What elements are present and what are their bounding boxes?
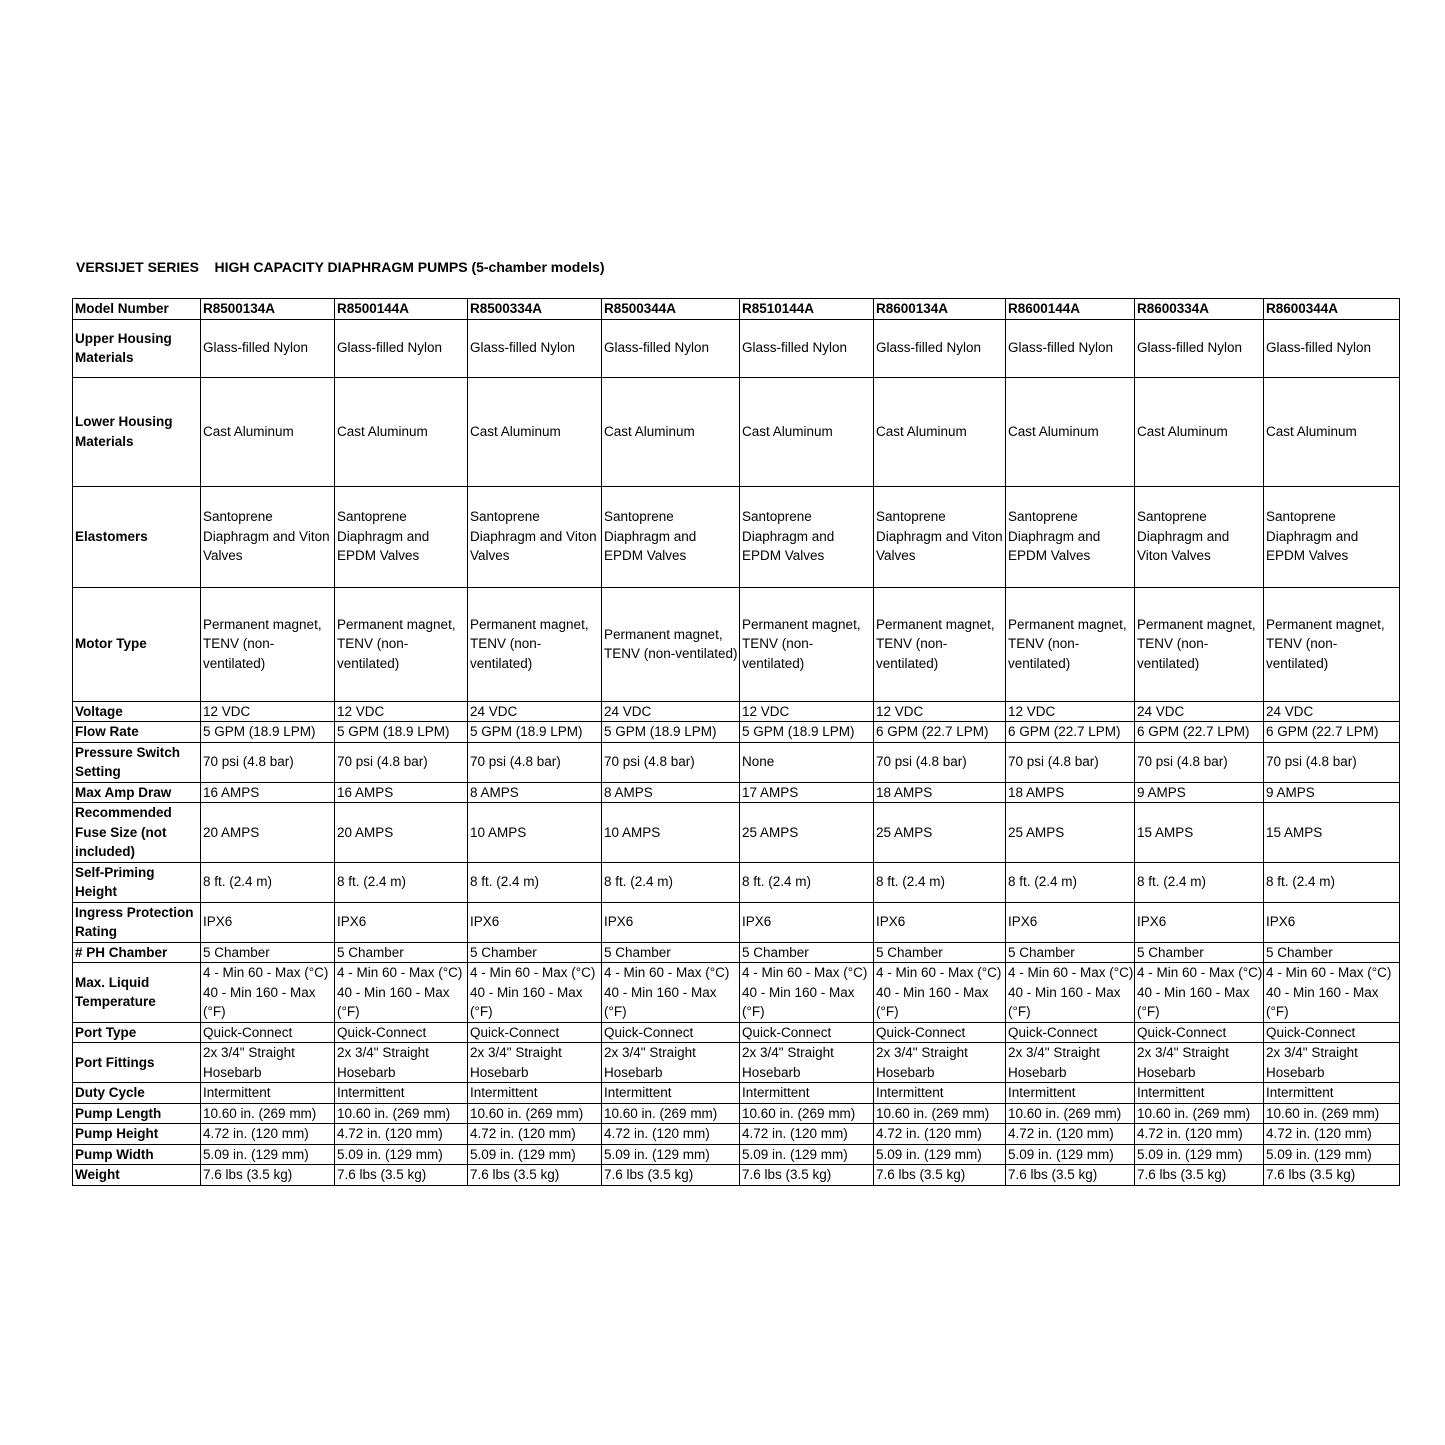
table-row: [73, 902, 1400, 942]
table-cell: Permanent magnet, TENV (non-ventilated): [201, 587, 335, 701]
table-cell: Santoprene Diaphragm and EPDM Valves: [740, 486, 874, 587]
table-cell: 16 AMPS: [201, 782, 335, 803]
table-cell: 5 GPM (18.9 LPM): [468, 722, 602, 743]
table-cell: 25 AMPS: [740, 803, 874, 863]
table-cell: 70 psi (4.8 bar): [602, 742, 740, 782]
table-row: [73, 319, 1400, 377]
table-row: [73, 1165, 1400, 1186]
table-cell: Glass-filled Nylon: [1135, 319, 1264, 377]
table-cell: 5 Chamber: [1264, 942, 1400, 963]
table-cell: 4 - Min 60 - Max (°C) 40 - Min 160 - Max (°F): [1135, 963, 1264, 1023]
table-cell: Permanent magnet, TENV (non-ventilated): [874, 587, 1006, 701]
table-cell: 24 VDC: [1264, 701, 1400, 722]
model-number: R8600134A: [874, 299, 1006, 320]
model-number: R8500334A: [468, 299, 602, 320]
table-cell: Glass-filled Nylon: [874, 319, 1006, 377]
table-cell: 12 VDC: [335, 701, 468, 722]
table-cell: 2x 3/4" Straight Hosebarb: [740, 1043, 874, 1083]
table-cell: 15 AMPS: [1135, 803, 1264, 863]
table-cell: None: [740, 742, 874, 782]
table-cell: 4.72 in. (120 mm): [335, 1124, 468, 1145]
table-cell: 2x 3/4" Straight Hosebarb: [602, 1043, 740, 1083]
model-number: R8510144A: [740, 299, 874, 320]
table-cell: IPX6: [874, 902, 1006, 942]
table-row: [73, 587, 1400, 701]
table-cell: 2x 3/4" Straight Hosebarb: [201, 1043, 335, 1083]
table-cell: 8 ft. (2.4 m): [740, 862, 874, 902]
table-cell: Cast Aluminum: [740, 377, 874, 486]
row-label: Lower Housing Materials: [73, 377, 201, 486]
table-cell: Cast Aluminum: [874, 377, 1006, 486]
table-cell: 10.60 in. (269 mm): [1264, 1103, 1400, 1124]
table-row: [73, 1043, 1400, 1083]
table-cell: Santoprene Diaphragm and EPDM Valves: [1006, 486, 1135, 587]
table-cell: 18 AMPS: [1006, 782, 1135, 803]
table-cell: 10.60 in. (269 mm): [602, 1103, 740, 1124]
table-cell: Cast Aluminum: [1264, 377, 1400, 486]
table-cell: 10 AMPS: [602, 803, 740, 863]
table-cell: 5 Chamber: [740, 942, 874, 963]
table-cell: 8 ft. (2.4 m): [335, 862, 468, 902]
table-cell: Glass-filled Nylon: [1264, 319, 1400, 377]
document-heading: [76, 259, 604, 275]
table-cell: 4 - Min 60 - Max (°C) 40 - Min 160 - Max (°F): [874, 963, 1006, 1023]
table-cell: 4.72 in. (120 mm): [740, 1124, 874, 1145]
table-cell: 2x 3/4" Straight Hosebarb: [335, 1043, 468, 1083]
table-cell: 10.60 in. (269 mm): [1006, 1103, 1135, 1124]
table-cell: 8 ft. (2.4 m): [1264, 862, 1400, 902]
table-cell: Permanent magnet, TENV (non-ventilated): [602, 587, 740, 701]
table-row: [73, 742, 1400, 782]
table-cell: Quick-Connect: [335, 1022, 468, 1043]
table-cell: Permanent magnet, TENV (non-ventilated): [1006, 587, 1135, 701]
table-cell: 5 GPM (18.9 LPM): [201, 722, 335, 743]
table-cell: 5 Chamber: [1006, 942, 1135, 963]
model-number: R8600344A: [1264, 299, 1400, 320]
table-cell: 5 GPM (18.9 LPM): [335, 722, 468, 743]
table-cell: 4 - Min 60 - Max (°C) 40 - Min 160 - Max (°F): [1006, 963, 1135, 1023]
table-cell: 8 ft. (2.4 m): [1135, 862, 1264, 902]
table-cell: Santoprene Diaphragm and EPDM Valves: [335, 486, 468, 587]
table-row: [73, 1022, 1400, 1043]
table-cell: 4.72 in. (120 mm): [1006, 1124, 1135, 1145]
table-cell: Intermittent: [201, 1083, 335, 1104]
table-cell: Glass-filled Nylon: [335, 319, 468, 377]
table-cell: 8 ft. (2.4 m): [1006, 862, 1135, 902]
table-cell: 15 AMPS: [1264, 803, 1400, 863]
table-cell: Quick-Connect: [201, 1022, 335, 1043]
table-cell: 70 psi (4.8 bar): [1006, 742, 1135, 782]
table-cell: 2x 3/4" Straight Hosebarb: [1006, 1043, 1135, 1083]
table-cell: Intermittent: [740, 1083, 874, 1104]
table-cell: Permanent magnet, TENV (non-ventilated): [1264, 587, 1400, 701]
table-cell: 8 ft. (2.4 m): [874, 862, 1006, 902]
table-cell: Cast Aluminum: [201, 377, 335, 486]
table-cell: IPX6: [468, 902, 602, 942]
row-label: Self-Priming Height: [73, 862, 201, 902]
row-label: Ingress Protection Rating: [73, 902, 201, 942]
table-cell: 4.72 in. (120 mm): [1135, 1124, 1264, 1145]
table-cell: 25 AMPS: [1006, 803, 1135, 863]
table-cell: Cast Aluminum: [335, 377, 468, 486]
table-cell: 5 Chamber: [602, 942, 740, 963]
table-cell: 7.6 lbs (3.5 kg): [1264, 1165, 1400, 1186]
model-number: R8500134A: [201, 299, 335, 320]
table-row: [73, 377, 1400, 486]
table-cell: 7.6 lbs (3.5 kg): [602, 1165, 740, 1186]
table-cell: 20 AMPS: [335, 803, 468, 863]
table-cell: Quick-Connect: [1264, 1022, 1400, 1043]
table-cell: 9 AMPS: [1264, 782, 1400, 803]
model-number: R8500344A: [602, 299, 740, 320]
row-label: Voltage: [73, 701, 201, 722]
table-cell: 12 VDC: [201, 701, 335, 722]
table-cell: 6 GPM (22.7 LPM): [874, 722, 1006, 743]
table-cell: 10.60 in. (269 mm): [468, 1103, 602, 1124]
table-row: [73, 782, 1400, 803]
table-cell: 5.09 in. (129 mm): [201, 1144, 335, 1165]
table-cell: 8 AMPS: [602, 782, 740, 803]
table-cell: IPX6: [602, 902, 740, 942]
table-cell: 70 psi (4.8 bar): [1135, 742, 1264, 782]
model-number: R8600144A: [1006, 299, 1135, 320]
table-cell: 25 AMPS: [874, 803, 1006, 863]
table-cell: 5.09 in. (129 mm): [468, 1144, 602, 1165]
table-cell: 7.6 lbs (3.5 kg): [335, 1165, 468, 1186]
table-cell: 70 psi (4.8 bar): [335, 742, 468, 782]
table-cell: Intermittent: [1006, 1083, 1135, 1104]
table-cell: 10.60 in. (269 mm): [740, 1103, 874, 1124]
table-cell: Permanent magnet, TENV (non-ventilated): [740, 587, 874, 701]
table-cell: 70 psi (4.8 bar): [201, 742, 335, 782]
table-cell: 5.09 in. (129 mm): [740, 1144, 874, 1165]
table-cell: Glass-filled Nylon: [201, 319, 335, 377]
table-cell: Intermittent: [1264, 1083, 1400, 1104]
table-cell: Cast Aluminum: [1006, 377, 1135, 486]
table-cell: Intermittent: [1135, 1083, 1264, 1104]
table-cell: Permanent magnet, TENV (non-ventilated): [1135, 587, 1264, 701]
table-cell: 7.6 lbs (3.5 kg): [740, 1165, 874, 1186]
table-cell: 5 Chamber: [468, 942, 602, 963]
table-cell: Santoprene Diaphragm and Viton Valves: [201, 486, 335, 587]
table-cell: Intermittent: [468, 1083, 602, 1104]
table-cell: 4.72 in. (120 mm): [874, 1124, 1006, 1145]
spec-table: [72, 298, 1400, 1186]
table-cell: 24 VDC: [602, 701, 740, 722]
table-cell: Glass-filled Nylon: [468, 319, 602, 377]
table-cell: 70 psi (4.8 bar): [468, 742, 602, 782]
table-cell: 9 AMPS: [1135, 782, 1264, 803]
table-cell: 4.72 in. (120 mm): [1264, 1124, 1400, 1145]
table-cell: Glass-filled Nylon: [602, 319, 740, 377]
table-cell: Glass-filled Nylon: [740, 319, 874, 377]
table-cell: 5.09 in. (129 mm): [874, 1144, 1006, 1165]
table-cell: Quick-Connect: [1135, 1022, 1264, 1043]
table-cell: 18 AMPS: [874, 782, 1006, 803]
table-cell: Cast Aluminum: [602, 377, 740, 486]
table-cell: 4.72 in. (120 mm): [602, 1124, 740, 1145]
table-cell: IPX6: [335, 902, 468, 942]
table-row: [73, 803, 1400, 863]
table-cell: 2x 3/4" Straight Hosebarb: [468, 1043, 602, 1083]
table-cell: 5.09 in. (129 mm): [1264, 1144, 1400, 1165]
table-cell: 4 - Min 60 - Max (°C) 40 - Min 160 - Max (°F): [468, 963, 602, 1023]
table-cell: IPX6: [1135, 902, 1264, 942]
table-cell: 7.6 lbs (3.5 kg): [874, 1165, 1006, 1186]
table-cell: 4 - Min 60 - Max (°C) 40 - Min 160 - Max (°F): [1264, 963, 1400, 1023]
row-label: Upper Housing Materials: [73, 319, 201, 377]
table-cell: Permanent magnet, TENV (non-ventilated): [468, 587, 602, 701]
table-cell: 5 Chamber: [874, 942, 1006, 963]
table-cell: 6 GPM (22.7 LPM): [1135, 722, 1264, 743]
table-cell: IPX6: [1264, 902, 1400, 942]
row-label: Duty Cycle: [73, 1083, 201, 1104]
table-row: [73, 1103, 1400, 1124]
table-cell: 5 Chamber: [201, 942, 335, 963]
series-name: VERSIJET SERIES: [76, 259, 199, 275]
row-label: Pump Height: [73, 1124, 201, 1145]
row-label: Recommended Fuse Size (not included): [73, 803, 201, 863]
row-label: Weight: [73, 1165, 201, 1186]
table-cell: 8 ft. (2.4 m): [468, 862, 602, 902]
table-cell: 2x 3/4" Straight Hosebarb: [874, 1043, 1006, 1083]
table-cell: 10.60 in. (269 mm): [1135, 1103, 1264, 1124]
table-cell: 2x 3/4" Straight Hosebarb: [1264, 1043, 1400, 1083]
table-cell: Santoprene Diaphragm and Viton Valves: [468, 486, 602, 587]
table-row: [73, 1083, 1400, 1104]
header-row: [73, 299, 1400, 320]
table-cell: 5.09 in. (129 mm): [1006, 1144, 1135, 1165]
table-cell: 24 VDC: [1135, 701, 1264, 722]
table-cell: Permanent magnet, TENV (non-ventilated): [335, 587, 468, 701]
table-cell: Quick-Connect: [740, 1022, 874, 1043]
table-cell: Cast Aluminum: [468, 377, 602, 486]
table-cell: Santoprene Diaphragm and EPDM Valves: [602, 486, 740, 587]
table-cell: Santoprene Diaphragm and Viton Valves: [874, 486, 1006, 587]
table-row: [73, 862, 1400, 902]
row-label: # PH Chamber: [73, 942, 201, 963]
table-cell: Intermittent: [874, 1083, 1006, 1104]
table-cell: 12 VDC: [874, 701, 1006, 722]
table-cell: Intermittent: [335, 1083, 468, 1104]
table-cell: Glass-filled Nylon: [1006, 319, 1135, 377]
table-cell: 7.6 lbs (3.5 kg): [201, 1165, 335, 1186]
table-cell: IPX6: [1006, 902, 1135, 942]
table-cell: Cast Aluminum: [1135, 377, 1264, 486]
table-cell: IPX6: [201, 902, 335, 942]
table-cell: Quick-Connect: [602, 1022, 740, 1043]
row-label: Elastomers: [73, 486, 201, 587]
table-cell: Quick-Connect: [874, 1022, 1006, 1043]
table-cell: 10.60 in. (269 mm): [874, 1103, 1006, 1124]
table-row: [73, 486, 1400, 587]
row-label: Flow Rate: [73, 722, 201, 743]
table-cell: 5 Chamber: [335, 942, 468, 963]
table-cell: 7.6 lbs (3.5 kg): [468, 1165, 602, 1186]
model-number: R8600334A: [1135, 299, 1264, 320]
row-label: Pump Width: [73, 1144, 201, 1165]
table-cell: 20 AMPS: [201, 803, 335, 863]
table-cell: 8 AMPS: [468, 782, 602, 803]
table-cell: 70 psi (4.8 bar): [874, 742, 1006, 782]
row-label: Max Amp Draw: [73, 782, 201, 803]
table-cell: 5 GPM (18.9 LPM): [740, 722, 874, 743]
row-label: Pump Length: [73, 1103, 201, 1124]
model-number: R8500144A: [335, 299, 468, 320]
table-cell: 70 psi (4.8 bar): [1264, 742, 1400, 782]
table-cell: Quick-Connect: [468, 1022, 602, 1043]
table-row: [73, 963, 1400, 1023]
table-row: [73, 942, 1400, 963]
row-label: Pressure Switch Setting: [73, 742, 201, 782]
table-cell: Santoprene Diaphragm and Viton Valves: [1135, 486, 1264, 587]
table-row: [73, 1124, 1400, 1145]
table-cell: 7.6 lbs (3.5 kg): [1135, 1165, 1264, 1186]
table-cell: 10.60 in. (269 mm): [335, 1103, 468, 1124]
table-cell: 4 - Min 60 - Max (°C) 40 - Min 160 - Max (°F): [602, 963, 740, 1023]
table-cell: 8 ft. (2.4 m): [602, 862, 740, 902]
table-cell: 6 GPM (22.7 LPM): [1264, 722, 1400, 743]
table-cell: 6 GPM (22.7 LPM): [1006, 722, 1135, 743]
table-cell: 5.09 in. (129 mm): [1135, 1144, 1264, 1165]
table-row: [73, 701, 1400, 722]
table-cell: 5.09 in. (129 mm): [335, 1144, 468, 1165]
table-cell: 4.72 in. (120 mm): [201, 1124, 335, 1145]
table-cell: 10.60 in. (269 mm): [201, 1103, 335, 1124]
table-cell: 17 AMPS: [740, 782, 874, 803]
header-label: Model Number: [73, 299, 201, 320]
document-title: HIGH CAPACITY DIAPHRAGM PUMPS (5-chamber models): [214, 259, 605, 275]
table-cell: 5 GPM (18.9 LPM): [602, 722, 740, 743]
table-cell: 8 ft. (2.4 m): [201, 862, 335, 902]
table-cell: 24 VDC: [468, 701, 602, 722]
table-cell: Intermittent: [602, 1083, 740, 1104]
row-label: Port Fittings: [73, 1043, 201, 1083]
table-cell: 5.09 in. (129 mm): [602, 1144, 740, 1165]
table-cell: 5 Chamber: [1135, 942, 1264, 963]
table-cell: 4 - Min 60 - Max (°C) 40 - Min 160 - Max (°F): [335, 963, 468, 1023]
table-cell: Quick-Connect: [1006, 1022, 1135, 1043]
row-label: Max. Liquid Temperature: [73, 963, 201, 1023]
table-cell: IPX6: [740, 902, 874, 942]
table-cell: Santoprene Diaphragm and EPDM Valves: [1264, 486, 1400, 587]
table-cell: 12 VDC: [740, 701, 874, 722]
table-cell: 16 AMPS: [335, 782, 468, 803]
table-cell: 10 AMPS: [468, 803, 602, 863]
table-cell: 2x 3/4" Straight Hosebarb: [1135, 1043, 1264, 1083]
row-label: Motor Type: [73, 587, 201, 701]
table-cell: 4.72 in. (120 mm): [468, 1124, 602, 1145]
table-cell: 12 VDC: [1006, 701, 1135, 722]
table-cell: 7.6 lbs (3.5 kg): [1006, 1165, 1135, 1186]
table-row: [73, 1144, 1400, 1165]
table-cell: 4 - Min 60 - Max (°C) 40 - Min 160 - Max (°F): [201, 963, 335, 1023]
table-row: [73, 722, 1400, 743]
table-cell: 4 - Min 60 - Max (°C) 40 - Min 160 - Max (°F): [740, 963, 874, 1023]
row-label: Port Type: [73, 1022, 201, 1043]
